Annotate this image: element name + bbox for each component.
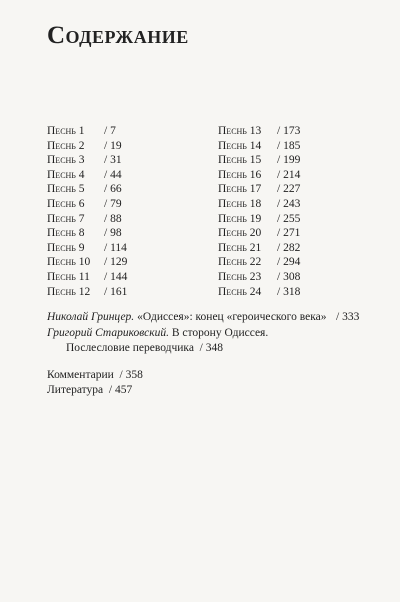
toc-entry	[47, 182, 122, 197]
toc-entry	[47, 212, 122, 227]
song-label: Песнь 19	[218, 212, 262, 225]
toc-entry	[218, 241, 301, 256]
song-label: Песнь 11	[47, 270, 90, 283]
comments-title: Комментарии	[47, 369, 114, 381]
toc-entry	[218, 212, 301, 227]
page-number: / 457	[108, 384, 133, 396]
essay-author: Николай Гринцер.	[47, 311, 135, 323]
song-label: Песнь 20	[218, 227, 262, 240]
toc-entry	[218, 197, 301, 212]
page-number: / 227	[277, 183, 301, 196]
toc-entry-comments	[47, 369, 143, 381]
song-label: Песнь 4	[47, 168, 85, 181]
page-number: / 79	[104, 197, 122, 210]
page-number: / 7	[104, 125, 116, 137]
toc-column-right	[218, 124, 301, 299]
toc-entry	[218, 139, 301, 154]
page-number: / 114	[104, 241, 127, 254]
song-label: Песнь 18	[218, 197, 262, 210]
page-number: / 255	[277, 212, 301, 225]
toc-entry-grintser	[47, 311, 360, 323]
song-label: Песнь 14	[218, 139, 262, 152]
song-label: Песнь 10	[47, 256, 91, 269]
toc-entry	[218, 285, 301, 300]
page-number: / 19	[104, 139, 122, 152]
toc-entry	[47, 270, 128, 285]
toc-entry	[47, 139, 122, 154]
song-label: Песнь 17	[218, 183, 262, 196]
toc-entry	[218, 124, 301, 139]
page-number: / 282	[277, 241, 301, 254]
toc-entry	[218, 270, 301, 285]
song-label: Песнь 15	[218, 154, 262, 167]
song-label: Песнь 13	[218, 125, 262, 137]
page-number: / 333	[336, 311, 360, 323]
toc-column-left	[47, 124, 128, 299]
page-number: / 161	[104, 285, 128, 298]
toc-entry	[218, 255, 301, 270]
afterword-title: Послесловие переводчика	[66, 342, 194, 354]
toc-entry	[47, 226, 122, 241]
toc-entry	[47, 241, 127, 256]
song-label: Песнь 9	[47, 241, 85, 254]
page-number: / 214	[277, 168, 301, 181]
page-number: / 31	[104, 154, 122, 167]
page-number: / 66	[104, 183, 122, 196]
toc-entry	[47, 168, 122, 183]
page-number: / 308	[277, 270, 301, 283]
page-number: / 348	[199, 342, 223, 354]
page-number: / 44	[104, 168, 122, 181]
page-title: Содержание	[47, 22, 189, 49]
song-label: Песнь 3	[47, 154, 85, 167]
page-number: / 358	[119, 369, 143, 381]
page-number: / 318	[277, 285, 301, 298]
page-number: / 294	[277, 256, 301, 269]
page-number: / 129	[104, 256, 128, 269]
song-label: Песнь 24	[218, 285, 262, 298]
page-number: / 88	[104, 212, 122, 225]
essay-author: Григорий Стариковский.	[47, 327, 170, 339]
toc-entry	[47, 197, 122, 212]
song-label: Песнь 16	[218, 168, 262, 181]
toc-entry	[47, 153, 122, 168]
toc-entry-starikovsky	[47, 327, 268, 339]
toc-entry	[47, 255, 128, 270]
song-label: Песнь 5	[47, 183, 85, 196]
toc-entry	[218, 182, 301, 197]
song-label: Песнь 1	[47, 125, 85, 137]
page-number: / 185	[277, 139, 301, 152]
toc-entry	[47, 285, 128, 300]
essay-title: В сторону Одиссея.	[171, 327, 269, 339]
essay-title: «Одиссея»: конец «героического века»	[137, 311, 327, 323]
song-label: Песнь 12	[47, 285, 91, 298]
page-number: / 271	[277, 227, 301, 240]
toc-entry	[218, 168, 301, 183]
song-label: Песнь 2	[47, 139, 85, 152]
song-label: Песнь 8	[47, 227, 85, 240]
song-label: Песнь 23	[218, 270, 262, 283]
literature-title: Литература	[47, 384, 104, 396]
page-number: / 243	[277, 197, 301, 210]
song-label: Песнь 21	[218, 241, 262, 254]
song-label: Песнь 6	[47, 197, 85, 210]
toc-entry-afterword	[66, 342, 223, 354]
toc-entry	[47, 124, 116, 139]
song-label: Песнь 7	[47, 212, 85, 225]
toc-entry-literature	[47, 384, 132, 396]
page-number: / 144	[104, 270, 128, 283]
toc-entry	[218, 226, 301, 241]
page-number: / 173	[277, 125, 301, 137]
song-label: Песнь 22	[218, 256, 262, 269]
page-number: / 199	[277, 154, 301, 167]
page-number: / 98	[104, 227, 122, 240]
toc-entry	[218, 153, 301, 168]
